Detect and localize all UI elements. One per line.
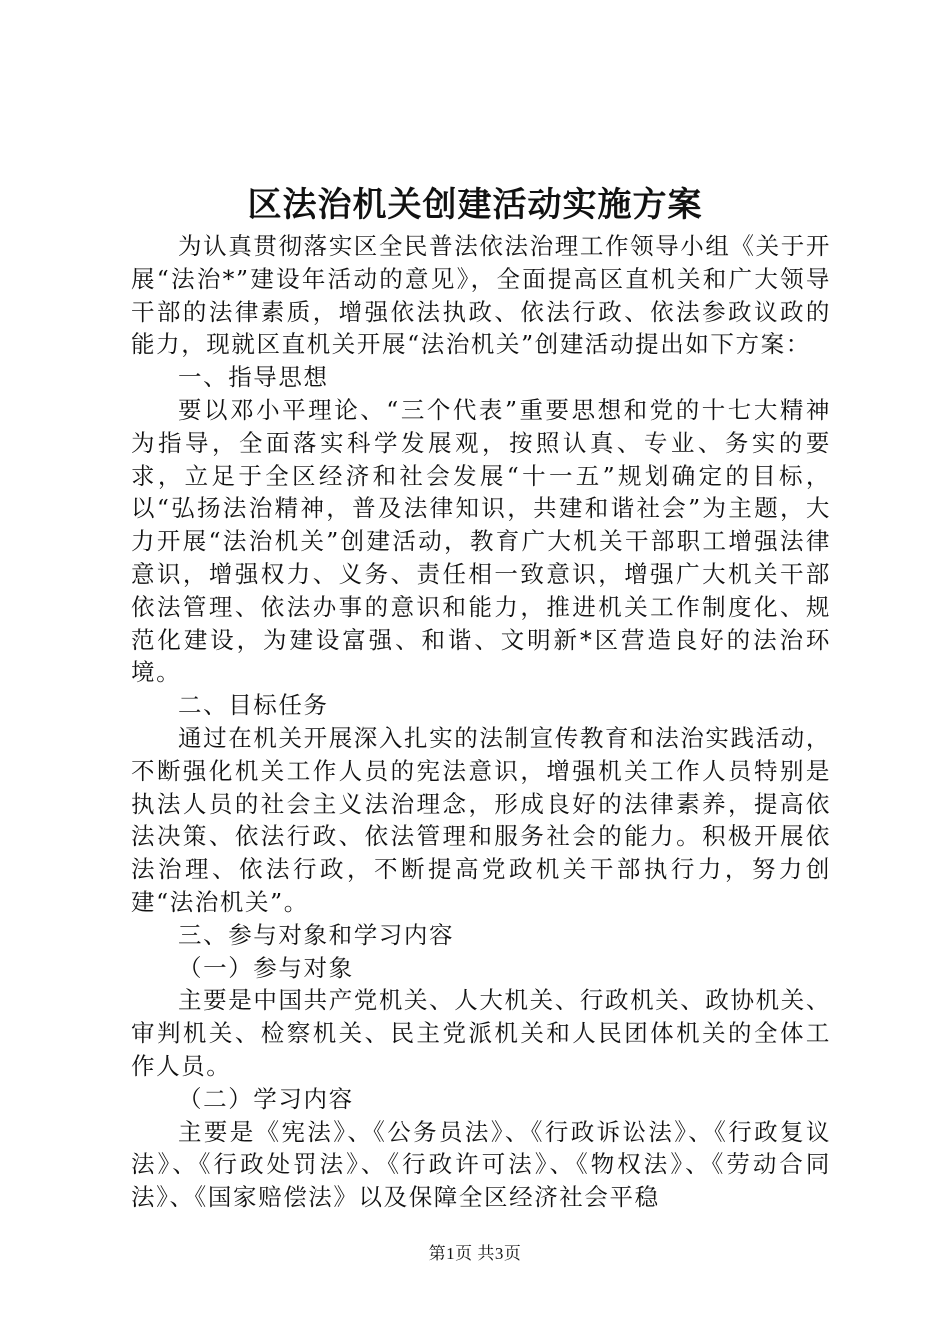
page-footer: 第1页 共3页 — [428, 1244, 522, 1263]
goals-paragraph: 通过在机关开展深入扎实的法制宣传教育和法治实践活动，不断强化机关工作人员的宪法意识，增强机关工作人员特别是执法人员的社会主义法治理念，形成良好的法律素养，提高依法决策、依法行政、依法管理和服务社会的能力。积极开展依法治理、依法行政，不断提高党政机关干部执行力，努力创建“法治机关”。 — [131, 723, 831, 916]
subheading-participants: （一）参与对象 — [178, 953, 354, 982]
section-heading-guiding-thought: 一、指导思想 — [178, 363, 329, 392]
intro-paragraph: 为认真贯彻落实区全民普法依法治理工作领导小组《关于开展“法治*”建设年活动的意见》，全面提高区直机关和广大领导干部的法律素质，增强依法执政、依法行政、依法参政议政的能力，现就区直机关开展“法治机关”创建活动提出如下方案： — [131, 232, 831, 359]
subheading-study-content: （二）学习内容 — [178, 1084, 354, 1113]
participants-paragraph: 主要是中国共产党机关、人大机关、行政机关、政协机关、审判机关、检察机关、民主党派机关和人民团体机关的全体工作人员。 — [131, 986, 831, 1080]
document-body — [131, 230, 831, 1214]
guiding-thought-paragraph: 要以邓小平理论、“三个代表”重要思想和党的十七大精神为指导，全面落实科学发展观，按照认真、专业、务实的要求，立足于全区经济和社会发展“十一五”规划确定的目标，以“弘扬法治精神，普及法律知识，共建和谐社会”为主题，大力开展“法治机关”创建活动，教育广大机关干部职工增强法律意识，增强权力、义务、责任相一致意识，增强广大机关干部依法管理、依法办事的意识和能力，推进机关工作制度化、规范化建设，为建设富强、和谐、文明新*区营造良好的法治环境。 — [131, 395, 831, 687]
study-content-paragraph: 主要是《宪法》、《公务员法》、《行政诉讼法》、《行政复议法》、《行政处罚法》、《行政许可法》、《物权法》、《劳动合同法》、《国家赔偿法》以及保障全区经济社会平稳 — [131, 1117, 831, 1212]
section-heading-participants-content: 三、参与对象和学习内容 — [178, 920, 455, 949]
section-heading-goals: 二、目标任务 — [178, 691, 329, 720]
document-title: 区法治机关创建活动实施方案 — [247, 185, 703, 225]
